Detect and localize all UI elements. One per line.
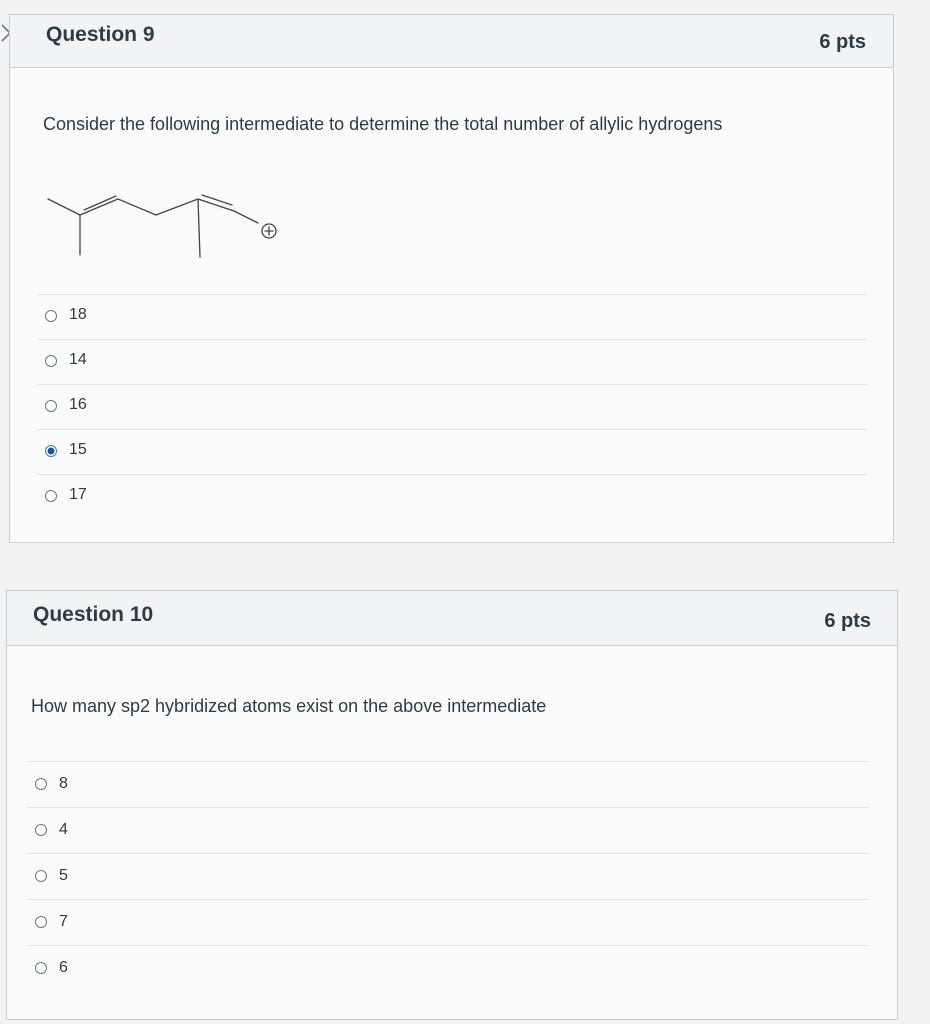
answer-label: 18 <box>69 306 87 323</box>
question-9-card <box>9 14 894 543</box>
answer-label: 7 <box>59 913 68 930</box>
answer-option[interactable] <box>27 761 869 807</box>
answer-label: 8 <box>59 775 68 792</box>
question-10-header <box>7 591 897 646</box>
answer-option[interactable] <box>27 853 869 899</box>
question-9-text: Consider the following intermediate to determine the total number of allylic hydrogens <box>43 114 723 134</box>
answer-option[interactable] <box>38 384 867 429</box>
question-10-title: Question 10 <box>33 603 154 626</box>
question-9-answers <box>10 294 893 519</box>
answer-option[interactable] <box>38 294 867 339</box>
answer-label: 16 <box>69 396 87 413</box>
radio-button[interactable] <box>35 824 47 836</box>
radio-button[interactable] <box>35 870 47 882</box>
answer-label: 17 <box>69 486 87 503</box>
answer-label: 15 <box>69 441 87 458</box>
answer-option[interactable] <box>38 474 867 519</box>
answer-option-selected[interactable] <box>38 429 867 474</box>
radio-button-selected[interactable] <box>45 445 57 457</box>
radio-button[interactable] <box>45 310 57 322</box>
answer-label: 4 <box>59 821 68 838</box>
question-10-points: 6 pts <box>824 610 871 632</box>
molecule-structure-icon <box>46 185 286 265</box>
answer-label: 14 <box>69 351 87 368</box>
radio-button[interactable] <box>35 778 47 790</box>
radio-button[interactable] <box>45 355 57 367</box>
answer-option[interactable] <box>27 807 869 853</box>
radio-button[interactable] <box>35 962 47 974</box>
radio-button[interactable] <box>35 916 47 928</box>
question-10-text: How many sp2 hybridized atoms exist on the above intermediate <box>31 696 547 716</box>
answer-label: 6 <box>59 959 68 976</box>
question-9-points: 6 pts <box>819 31 866 53</box>
answer-option[interactable] <box>38 339 867 384</box>
radio-button[interactable] <box>45 490 57 502</box>
radio-button[interactable] <box>45 400 57 412</box>
answer-option[interactable] <box>27 899 869 945</box>
question-10-answers <box>7 761 897 991</box>
question-9-title: Question 9 <box>46 23 155 46</box>
question-9-header <box>10 15 893 68</box>
question-10-card <box>6 590 898 1020</box>
answer-label: 5 <box>59 867 68 884</box>
answer-option[interactable] <box>27 945 869 991</box>
